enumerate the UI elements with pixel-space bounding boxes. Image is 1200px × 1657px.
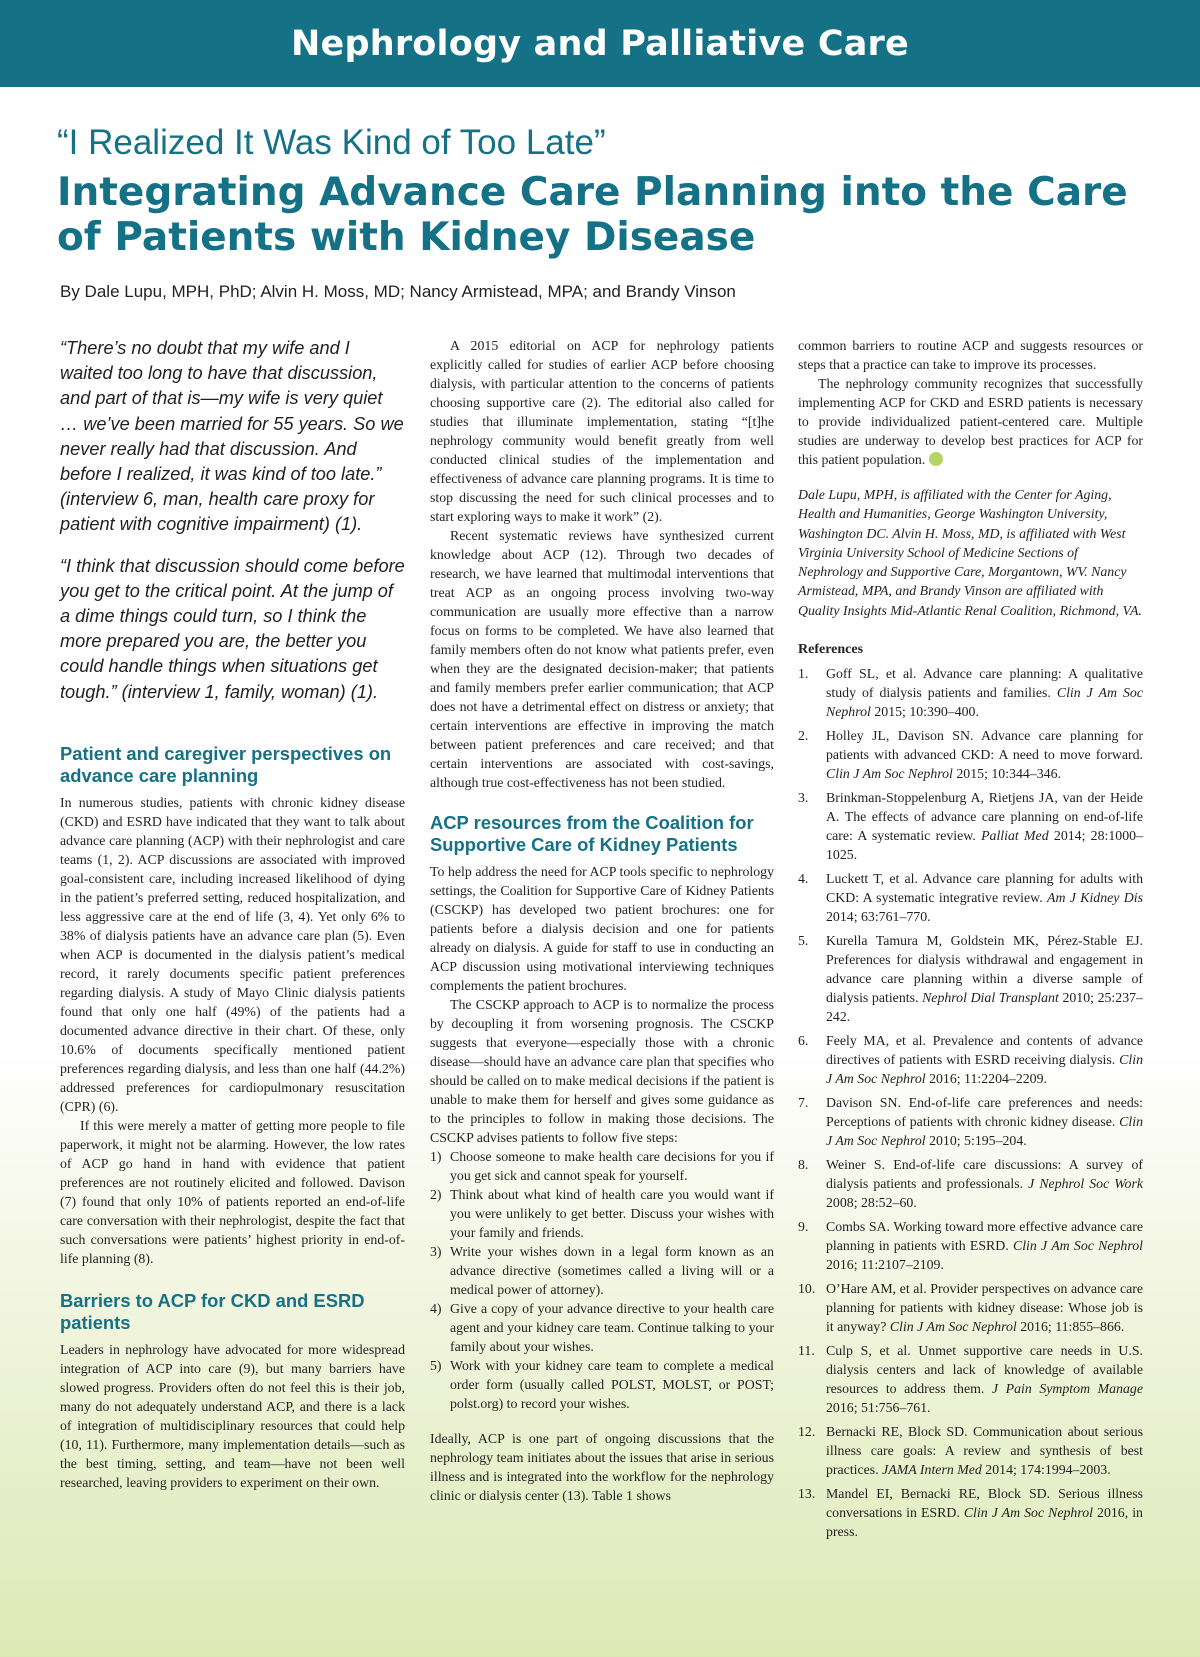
body-paragraph: A 2015 editorial on ACP for nephrology patients explicitly called for studies of earlier ACP before choosing dialysis, with particular attention to the concerns of patients choosing supportive care (2). The editorial also called for studies that illuminate implementation, stating “[t]he nephrology community would benefit greatly from well conducted clinical studies of the implementation and effectiveness of advance care planning programs. It is time to stop discussing the need for such clinical processes and to start exploring ways to make it work” (2). [430, 338, 774, 524]
body-paragraph: Ideally, ACP is one part of ongoing discussions that the nephrology team initiates about the issues that arise in serious illness and is integrated into the workflow for the nephrology clinic or dialysis center (13). Table 1 shows [430, 1431, 774, 1503]
column-1 [60, 336, 405, 1492]
reference-item: 6. Feely MA, et al. Prevalence and contents of advance directives of patients with ESRD receiving dialysis. Clin J Am Soc Nephrol 2016; 11:2204–2209. [798, 1033, 1144, 1087]
reference-item: 9. Combs SA. Working toward more effective advance care planning in patients with ESRD. Clin J Am Soc Nephrol 2016; 11:2107–2109. [798, 1219, 1143, 1273]
list-item: 2) Think about what kind of health care you would want if you were unlikely to get better. Discuss your wishes with your family and friends. [430, 1187, 774, 1240]
references-list [798, 664, 1143, 1541]
section-banner [0, 0, 1200, 87]
reference-item: 13. Mandel EI, Bernacki RE, Block SD. Serious illness conversations in ESRD. Clin J Am Soc Nephrol 2016, in press. [798, 1486, 1143, 1540]
references-heading: References [798, 642, 864, 658]
reference-item: 8. Weiner S. End-of-life care discussions: A survey of dialysis patients and professionals. J Nephrol Soc Work 2008; 28:52–60. [798, 1157, 1143, 1211]
reference-item: 1. Goff SL, et al. Advance care planning: A qualitative study of dialysis patients and families. Clin J Am Soc Nephrol 2015; 10:390–400. [798, 666, 1143, 720]
column-2 [430, 336, 774, 1505]
reference-item: 5. Kurella Tamura M, Goldstein MK, Pérez-Stable EJ. Preferences for dialysis withdrawal and engagement in advance care planning within a diverse sample of dialysis patients. Nephrol Dial Transplant 2010; 25:237–242. [798, 933, 1143, 1025]
body-paragraph: Leaders in nephrology have advocated for more widespread integration of ACP into care (9), but many barriers have slowed progress. Providers often do not feel this is their job, many do not adequately understand ACP, and there is a lack of integration of multidisciplinary resources that could help (10, 11). Furthermore, many implementation details—such as the best timing, setting, and team—have not been well researched, leaving providers to experiment on their own. [60, 1341, 405, 1490]
reference-item: 7. Davison SN. End-of-life care preferences and needs: Perceptions of patients with chronic kidney disease. Clin J Am Soc Nephrol 2010; 5:195–204. [798, 1095, 1144, 1149]
list-item: 4) Give a copy of your advance directive to your health care agent and your kidney care team. Continue talking to your family about your wishes. [430, 1301, 774, 1354]
body-paragraph: common barriers to routine ACP and suggests resources or steps that a practice can take to improve its processes. [798, 338, 1143, 372]
author-affiliations: Dale Lupu, MPH, is affiliated with the Center for Aging, Health and Humanities, George Washington University, Washington DC. Alvin H. Moss, MD, is affiliated with West Virginia University School of Medicine Sections of Nephrology and Supportive Care, Morgantown, WV. Nancy Armistead, MPA, and Brandy Vinson are affiliated with Quality Insights Mid-Atlantic Renal Coalition, Richmond, VA. [798, 487, 1142, 618]
body-paragraph: In numerous studies, patients with chronic kidney disease (CKD) and ESRD have indicated that they want to talk about advance care planning (ACP) with their nephrologist and care teams (1, 2). ACP discussions are associated with improved goal-consistent care, including increased likelihood of dying in the patient’s preferred setting, reduced hospitalization, and less aggressive care at the end of life (3, 4). Yet only 6% to 38% of dialysis patients have an advance care plan (5). Even when ACP is documented in the dialysis patient’s medical record, it rarely documents specific patient preferences regarding dialysis. A study of Mayo Clinic dialysis patients found that only one half (49%) of the patients had a documented advance directive in their chart. Of these, only 10.6% of documents specifically mentioned patient preferences regarding dialysis, and less than one half (44.2%) addressed preferences for cardiopulmonary resuscitation (CPR) (6). [60, 794, 405, 1114]
article-byline: By Dale Lupu, MPH, PhD; Alvin H. Moss, MD; Nancy Armistead, MPA; and Brandy Vinson [60, 282, 736, 301]
body-paragraph: The nephrology community recognizes that successfully implementing ACP for CKD and ESRD patients is necessary to provide individualized patient-centered care. Multiple studies are underway to develop best practices for ACP for this patient population. [798, 376, 1143, 467]
five-steps-list [430, 1147, 774, 1413]
list-item: 1) Choose someone to make health care decisions for you if you get sick and cannot speak for yourself. [430, 1149, 774, 1183]
article-header [57, 120, 1157, 302]
reference-item: 3. Brinkman-Stoppelenburg A, Rietjens JA, van der Heide A. The effects of advance care planning on end-of-life care: A systematic review. Palliat Med 2014; 28:1000–1025. [798, 790, 1143, 863]
list-item: 5) Work with your kidney care team to complete a medical order form (usually called POLST, MOLST, or POST; polst.org) to record your wishes. [430, 1358, 774, 1411]
banner-title: Nephrology and Palliative Care [291, 23, 909, 64]
pull-quote: “I think that discussion should come before you get to the critical point. At the jump of a dime things could turn, so I think the more prepared you are, the better you could handle things when situations get tough.” (interview 1, family, woman) (1). [60, 555, 405, 702]
body-paragraph: Recent systematic reviews have synthesized current knowledge about ACP (12). Through two decades of research, we have learned that multimodal interventions that treat ACP as an ongoing process involving two-way communication are usually more effective than a narrow focus on forms to be completed. We have also learned that family members often do not know what patients prefer, even when they are the designated decision-maker; that patients and family members prefer earlier communication; that ACP does not have a detrimental effect on distress or anxiety; that certain interventions are effective in improving the match between patient preferences and care received; and that certain interventions are associated with cost-savings, although true cost-effectiveness has not been studied. [430, 528, 774, 790]
section-heading-acp-resources: ACP resources from the Coalition for Supportive Care of Kidney Patients [430, 812, 754, 855]
article-kicker: “I Realized It Was Kind of Too Late” [57, 123, 606, 162]
reference-item: 12. Bernacki RE, Block SD. Communication about serious illness care goals: A review and synthesis of best practices. JAMA Intern Med 2014; 174:1994–2003. [798, 1424, 1143, 1478]
pull-quote: “There’s no doubt that my wife and I waited too long to have that discussion, and part of that is—my wife is very quiet … we’ve been married for 55 years. So we never really had that discussion. And before I realized, it was kind of too late.” (interview 6, man, health care proxy for patient with cognitive impairment) (1). [60, 338, 404, 535]
article-title: Integrating Advance Care Planning into the Care of Patients with Kidney Disease [57, 170, 1128, 260]
list-item: 3) Write your wishes down in a legal form known as an advance directive (sometimes called a living will or a medical power of attorney). [430, 1244, 774, 1297]
body-paragraph: If this were merely a matter of getting more people to file paperwork, it might not be alarming. However, the low rates of ACP go hand in hand with evidence that patient preferences are not routinely elicited and followed. Davison (7) found that only 10% of patients reported an end-of-life care conversation with their nephrologist, despite the fact that such conversations were patients’ highest priority in end-of-life planning (8). [60, 1117, 405, 1266]
body-paragraph: The CSCKP approach to ACP is to normalize the process by decoupling it from worsening prognosis. The CSCKP suggests that everyone—especially those with a chronic disease—should have an advance care plan that specifies who should be called on to make medical decisions if the patient is unable to make them for herself and gives some guidance as to the principles to follow in making those decisions. The CSCKP advises patients to follow five steps: [430, 997, 774, 1145]
end-of-article-dot-icon [929, 452, 943, 466]
body-paragraph: To help address the need for ACP tools specific to nephrology settings, the Coalition for Supportive Care of Kidney Patients (CSCKP) has developed two patient brochures: one for patients before a dialysis decision and one for patients already on dialysis. A guide for staff to use in conducting an ACP discussion using motivational interviewing techniques complements the patient brochures. [430, 864, 774, 993]
column-3 [798, 336, 1143, 1546]
reference-item: 2. Holley JL, Davison SN. Advance care planning for patients with advanced CKD: A need to move forward. Clin J Am Soc Nephrol 2015; 10:344–346. [798, 728, 1143, 782]
section-heading-barriers: Barriers to ACP for CKD and ESRD patients [60, 1289, 365, 1333]
reference-item: 11. Culp S, et al. Unmet supportive care needs in U.S. dialysis centers and lack of knowledge of available resources to address them. J Pain Symptom Manage 2016; 51:756–761. [798, 1343, 1143, 1416]
section-heading-patient-perspectives: Patient and caregiver perspectives on advance care planning [60, 742, 392, 786]
reference-item: 4. Luckett T, et al. Advance care planning for adults with CKD: A systematic integrative review. Am J Kidney Dis 2014; 63:761–770. [798, 871, 1143, 925]
reference-item: 10. O’Hare AM, et al. Provider perspectives on advance care planning for patients with kidney disease: Whose job is it anyway? Clin J Am Soc Nephrol 2016; 11:855–866. [798, 1281, 1143, 1335]
